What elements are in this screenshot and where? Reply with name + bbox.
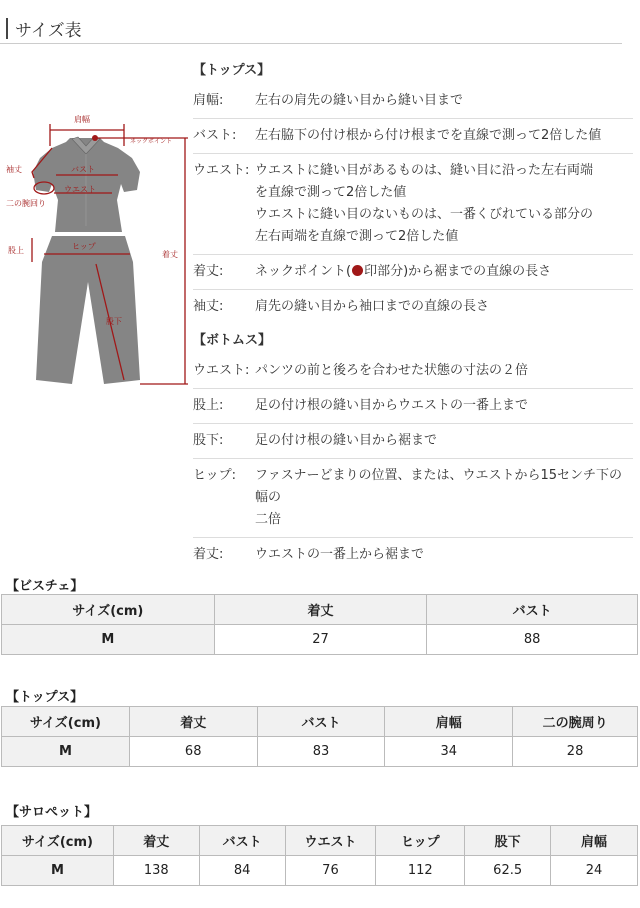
- section-header: [0, 14, 622, 44]
- definition-term: 着丈:: [193, 264, 224, 279]
- table-header-cell: バスト: [199, 826, 285, 856]
- table-header-cell: 肩幅: [551, 826, 638, 856]
- table-row-label: M: [2, 737, 130, 767]
- definition-term: ウエスト:: [193, 163, 250, 178]
- label-waist: ウエスト: [64, 185, 96, 194]
- definition-text-pre: ネックポイント(: [255, 264, 352, 279]
- table-cell: 88: [427, 625, 638, 655]
- table-header-cell: 着丈: [113, 826, 199, 856]
- table-cell: 34: [385, 737, 513, 767]
- table-header-cell: サイズ(cm): [2, 707, 130, 737]
- definition-row: [193, 354, 633, 388]
- page-title: サイズ表: [15, 21, 82, 41]
- measurement-diagram: [0, 105, 190, 395]
- label-shoulder: 肩幅: [74, 115, 90, 124]
- tops-size-table: [1, 706, 638, 767]
- definition-term: 着丈:: [193, 547, 224, 562]
- table-row-label: M: [2, 625, 215, 655]
- label-bust: バスト: [71, 165, 95, 174]
- definition-text: [255, 465, 633, 531]
- definition-text: 足の付け根の縫い目から裾まで: [255, 433, 438, 448]
- table-row: [2, 737, 638, 767]
- table-header-cell: バスト: [257, 707, 385, 737]
- definition-line: ファスナーどまりの位置、または、ウエストから15センチ下の幅の: [255, 468, 623, 505]
- definition-row: [193, 254, 633, 289]
- salopette-size-table: [1, 825, 638, 886]
- bustier-table-title: 【ビスチェ】: [6, 579, 84, 594]
- definition-row: [193, 118, 633, 153]
- definition-term: 肩幅:: [193, 93, 224, 108]
- definition-term: 袖丈:: [193, 299, 224, 314]
- table-cell: 28: [513, 737, 638, 767]
- definition-text: ウエストの一番上から裾まで: [255, 547, 425, 562]
- definition-text: 肩先の縫い目から袖口までの直線の長さ: [255, 299, 490, 314]
- definition-text: [255, 261, 633, 283]
- definition-row: [193, 537, 633, 572]
- table-header-cell: サイズ(cm): [2, 826, 114, 856]
- definition-row: [193, 153, 633, 254]
- definition-line: 左右両端を直線で測って2倍した値: [255, 229, 459, 244]
- definition-text: パンツの前と後ろを合わせた状態の寸法の２倍: [255, 363, 529, 378]
- label-sleeve: 袖丈: [6, 165, 22, 174]
- table-header-cell: 着丈: [129, 707, 257, 737]
- bottoms-definitions-heading: 【ボトムス】: [193, 333, 272, 348]
- pants-illustration: [36, 236, 140, 384]
- table-header-row: [2, 595, 638, 625]
- label-length: 着丈: [162, 250, 178, 259]
- table-cell: 27: [214, 625, 427, 655]
- table-row: [2, 625, 638, 655]
- definition-row: [193, 458, 633, 537]
- table-header-row: [2, 707, 638, 737]
- table-cell: 62.5: [465, 856, 551, 886]
- bustier-size-table: [1, 594, 638, 655]
- definition-term: 股上:: [193, 398, 224, 413]
- table-header-cell: 着丈: [214, 595, 427, 625]
- measurement-definitions: [193, 58, 633, 572]
- table-header-cell: ヒップ: [376, 826, 465, 856]
- table-header-cell: 肩幅: [385, 707, 513, 737]
- definition-row: [193, 423, 633, 458]
- table-cell: 138: [113, 856, 199, 886]
- neck-point-dot-icon: [352, 265, 363, 276]
- table-header-cell: 股下: [465, 826, 551, 856]
- table-row-label: M: [2, 856, 114, 886]
- table-cell: 76: [285, 856, 376, 886]
- definition-text: 左右脇下の付け根から付け根までを直線で測って2倍した値: [255, 128, 602, 143]
- header-divider: [0, 43, 622, 44]
- definition-text: [255, 160, 633, 248]
- label-inseam: 股下: [106, 317, 122, 326]
- definition-row: [193, 289, 633, 324]
- definition-term: ウエスト:: [193, 363, 250, 378]
- table-header-cell: バスト: [427, 595, 638, 625]
- table-cell: 68: [129, 737, 257, 767]
- definition-term: 股下:: [193, 433, 224, 448]
- definition-row: [193, 84, 633, 118]
- definition-row: [193, 388, 633, 423]
- table-cell: 83: [257, 737, 385, 767]
- definition-line: ウエストに縫い目があるものは、縫い目に沿った左右両端: [255, 163, 594, 178]
- table-header-row: [2, 826, 638, 856]
- definition-line: 二倍: [255, 512, 282, 527]
- label-hip: ヒップ: [72, 242, 96, 251]
- label-rise: 股上: [8, 246, 24, 255]
- definition-text: 左右の肩先の縫い目から縫い目まで: [255, 93, 464, 108]
- definition-term: バスト:: [193, 128, 237, 143]
- table-cell: 84: [199, 856, 285, 886]
- definition-text-post: 印部分)から裾までの直線の長さ: [364, 264, 552, 279]
- header-accent-bar: [6, 18, 8, 39]
- label-upper-arm: 二の腕回り: [6, 199, 46, 208]
- table-header-cell: ウエスト: [285, 826, 376, 856]
- tops-definitions-heading: 【トップス】: [193, 63, 271, 78]
- table-cell: 112: [376, 856, 465, 886]
- neck-point-marker: [92, 135, 98, 141]
- table-header-cell: 二の腕周り: [513, 707, 638, 737]
- tops-table-title: 【トップス】: [6, 690, 84, 705]
- definition-line: を直線で測って2倍した値: [255, 185, 407, 200]
- table-cell: 24: [551, 856, 638, 886]
- label-neck-point: ネックポイント: [130, 138, 173, 145]
- definition-line: ウエストに縫い目のないものは、一番くびれている部分の: [255, 207, 594, 222]
- salopette-table-title: 【サロペット】: [6, 805, 98, 820]
- definition-text: 足の付け根の縫い目からウエストの一番上まで: [255, 398, 529, 413]
- table-row: [2, 856, 638, 886]
- table-header-cell: サイズ(cm): [2, 595, 215, 625]
- definition-term: ヒップ:: [193, 468, 236, 483]
